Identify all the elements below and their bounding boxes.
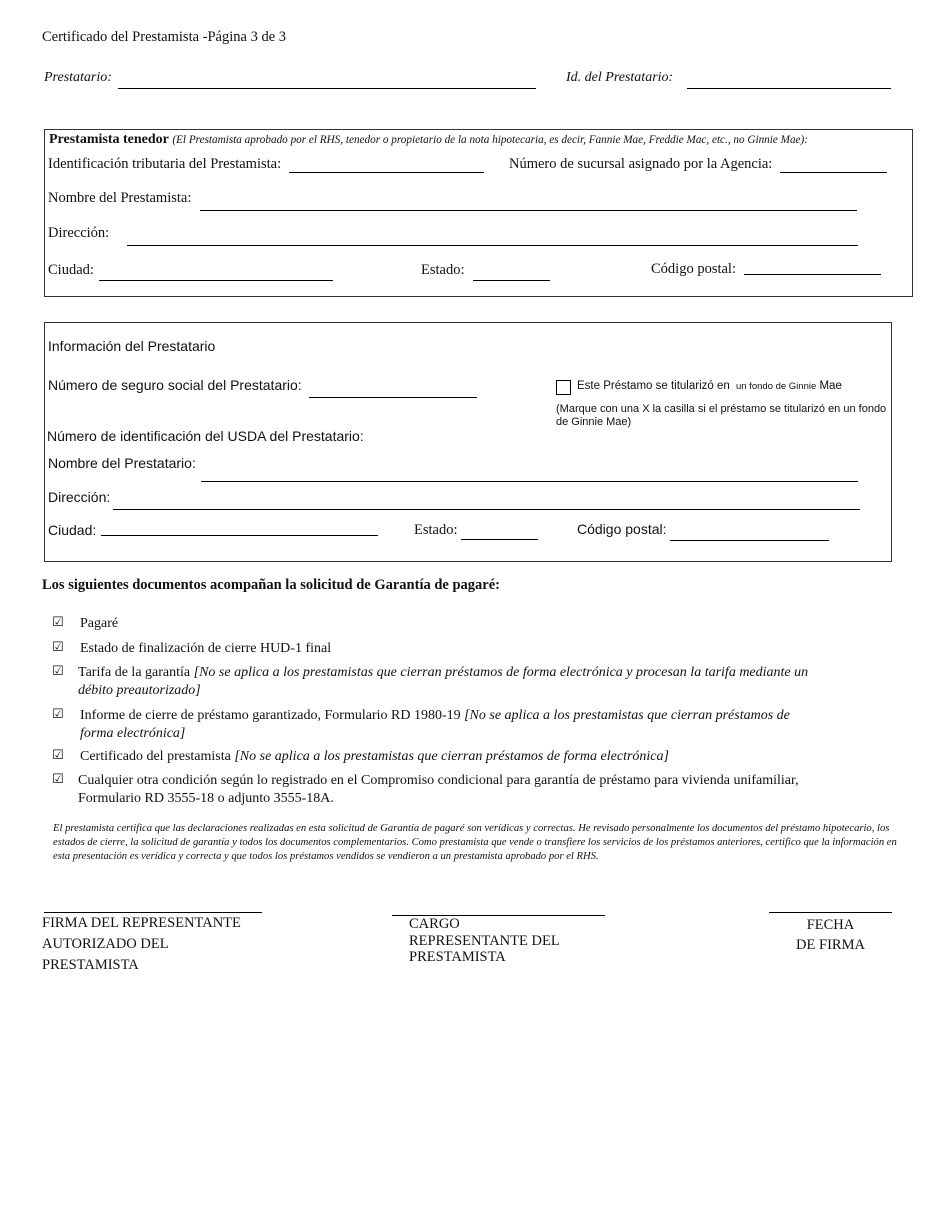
document-lead: Estado de finalización de cierre HUD-1 final xyxy=(80,641,332,656)
check-icon: ☑ xyxy=(52,664,64,679)
check-icon: ☑ xyxy=(52,640,64,655)
borrower-ssn-field[interactable] xyxy=(309,397,477,398)
lender-branch-field[interactable] xyxy=(780,172,887,173)
lender-address-label: Dirección: xyxy=(48,225,110,241)
signature-label-line: FECHA xyxy=(806,917,855,933)
document-item xyxy=(80,707,820,743)
signature-label-line: PRESTAMISTA xyxy=(42,957,139,973)
ginnie-mae-label-c: Mae xyxy=(819,380,842,392)
borrower-label: Prestatario: xyxy=(44,70,112,85)
check-icon: ☑ xyxy=(52,707,64,722)
document-item xyxy=(80,640,331,658)
lender-branch-label: Número de sucursal asignado por la Agencia: xyxy=(509,156,773,172)
lender-state-field[interactable] xyxy=(473,280,550,281)
ginnie-mae-checkbox[interactable] xyxy=(556,380,571,395)
signature-line-date[interactable] xyxy=(769,912,892,913)
signature-label-line: CARGO xyxy=(409,916,460,932)
signature-label-title xyxy=(409,916,560,966)
document-item xyxy=(80,748,840,766)
ginnie-mae-label-b: un fondo de Ginnie xyxy=(735,381,817,392)
borrower-name-field-2[interactable] xyxy=(201,481,858,482)
ginnie-mae-label-a: Este Préstamo se titularizó en xyxy=(577,380,730,392)
borrower-usda-id-label: Número de identificación del USDA del Prestatario: xyxy=(47,428,364,444)
lender-name-field[interactable] xyxy=(200,210,857,211)
document-note: [No se aplica a los prestamistas que cierran préstamos de forma electrónica y procesan la tarifa mediante un débito preautorizado] xyxy=(78,665,809,698)
ginnie-mae-note: (Marque con una X la casilla si el préstamo se titularizó en un fondo de Ginnie Mae) xyxy=(556,403,887,428)
documents-heading: Los siguientes documentos acompañan la solicitud de Garantía de pagaré: xyxy=(42,577,500,593)
borrower-id-field[interactable] xyxy=(687,88,891,89)
lender-city-field[interactable] xyxy=(99,280,333,281)
borrower-id-label: Id. del Prestatario: xyxy=(566,70,674,85)
borrower-address-field[interactable] xyxy=(113,509,860,510)
document-lead: Pagaré xyxy=(80,616,119,631)
document-lead: Cualquier xyxy=(78,773,134,788)
lender-name-label: Nombre del Prestamista: xyxy=(48,190,192,206)
certification-text: El prestamista certifica que las declaraciones realizadas en esta solicitud de Garantía de pagaré son verídicas y correctas. He revisado personalmente los documentos del préstamo hipotecario, los estados de cierre, la solicitud de garantía y todos los documentos complementarios. Como prestamista que vende o transfiere los servicios de los préstamos anteriores, certifico que la información en esta presentación es verídica y correcta y que todos los préstamos vendidos se vendieron a un prestamista aprobado por el RHS. xyxy=(53,823,897,862)
document-text: prestamista xyxy=(163,749,235,764)
borrower-zip-field[interactable] xyxy=(670,540,829,541)
borrower-zip-label: Código postal: xyxy=(577,521,667,537)
signature-label-line: REPRESENTANTE DEL xyxy=(409,932,560,949)
borrower-state-label: Estado: xyxy=(414,522,458,538)
lender-state-label: Estado: xyxy=(421,262,465,278)
document-text: otra condición según lo registrado en el Compromiso condicional para garantía de préstamo para vivienda unifamiliar, Formulario RD 3555-18 o adjunto 3555-18A. xyxy=(78,773,799,806)
document-item xyxy=(78,664,838,700)
ginnie-mae-label xyxy=(577,380,842,392)
signature-label-rep xyxy=(42,913,241,976)
document-item xyxy=(80,615,118,633)
lender-zip-label: Código postal: xyxy=(651,261,736,277)
document-text: Tarifa de la garantía xyxy=(78,665,194,680)
check-icon: ☑ xyxy=(52,772,64,787)
borrower-name-label: Nombre del Prestatario: xyxy=(48,455,196,471)
borrower-name-field[interactable] xyxy=(118,88,536,89)
borrower-city-label: Ciudad: xyxy=(48,522,97,538)
signature-label-line: PRESTAMISTA xyxy=(409,949,506,965)
check-icon: ☑ xyxy=(52,748,64,763)
signature-label-line: AUTORIZADO DEL xyxy=(42,936,169,952)
signature-label-line: DE FIRMA xyxy=(796,937,865,953)
lender-title: Prestamista tenedor xyxy=(49,132,169,147)
lender-city-label: Ciudad: xyxy=(48,262,94,278)
borrower-state-field[interactable] xyxy=(461,539,538,540)
page-title: Certificado del Prestamista -Página 3 de 3 xyxy=(42,29,287,45)
borrower-address-label: Dirección: xyxy=(48,489,111,505)
lender-note: (El Prestamista aprobado por el RHS, tenedor o propietario de la nota hipotecaria, es decir, Fannie Mae, Freddie Mac, etc., no Ginnie Mae): xyxy=(172,134,808,146)
document-note: [No se aplica a los prestamistas que cierran préstamos de forma electrónica] xyxy=(80,708,790,741)
lender-heading xyxy=(49,132,808,148)
borrower-section-title: Información del Prestatario xyxy=(48,338,216,354)
document-note: [No se aplica a los prestamistas que cierran préstamos de forma electrónica] xyxy=(234,749,669,764)
borrower-ssn-label: Número de seguro social del Prestatario: xyxy=(48,377,302,393)
lender-address-field[interactable] xyxy=(127,245,858,246)
signature-label-date xyxy=(769,915,892,955)
lender-zip-field[interactable] xyxy=(744,274,881,275)
document-text: de préstamo garantizado, Formulario RD 1980-19 xyxy=(177,708,465,723)
lender-tax-id-label: Identificación tributaria del Prestamista: xyxy=(48,156,282,172)
document-item xyxy=(78,772,853,808)
borrower-city-field[interactable] xyxy=(101,535,378,536)
document-lead: Informe de cierre xyxy=(80,708,178,723)
lender-tax-id-field[interactable] xyxy=(289,172,484,173)
check-icon: ☑ xyxy=(52,615,64,630)
signature-label-line: FIRMA DEL REPRESENTANTE xyxy=(42,915,241,931)
document-lead: Certificado del xyxy=(80,749,164,764)
lender-section xyxy=(44,129,913,297)
